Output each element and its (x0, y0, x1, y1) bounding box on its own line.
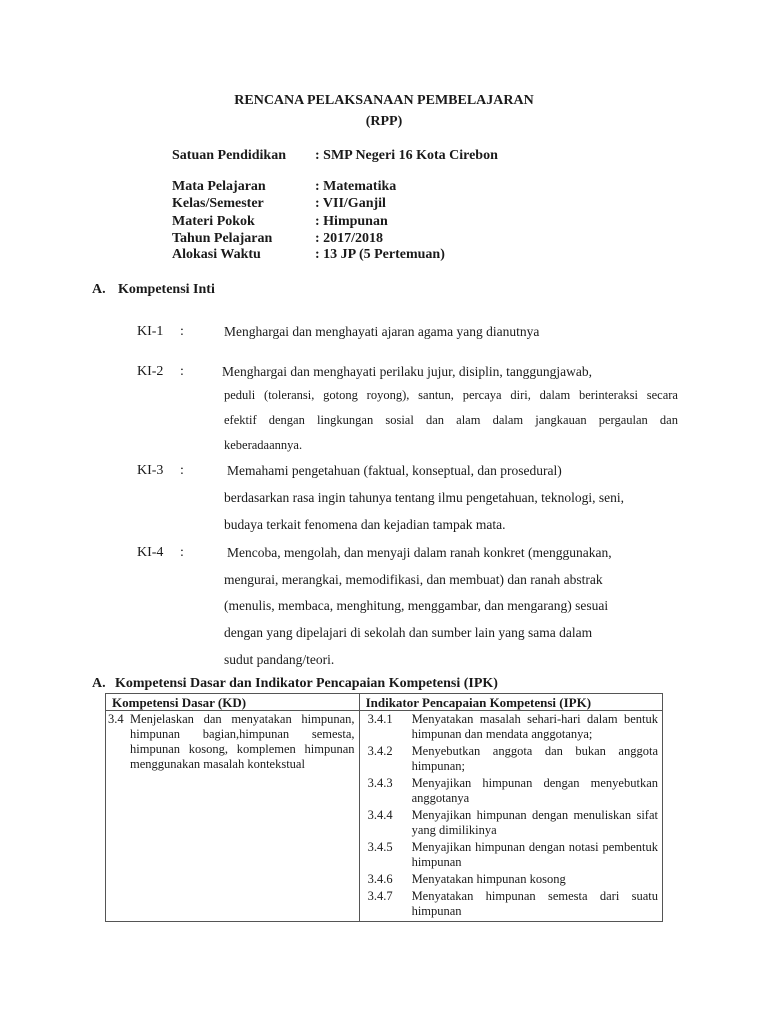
identity-label: Tahun Pelajaran (172, 231, 273, 246)
ki-text-line: sudut pandang/teori. (224, 652, 335, 667)
ipk-number: 3.4.7 (367, 889, 393, 903)
ipk-number: 3.4.3 (367, 776, 393, 790)
ipk-text: Menyatakan himpunan semesta dari suatu himpunan (411, 889, 658, 918)
ipk-text: Menyajikan himpunan dengan menyebutkan anggotanya (411, 776, 658, 805)
section-a-heading: Kompetensi Inti (118, 282, 215, 297)
ipk-item (360, 776, 658, 806)
ipk-number: 3.4.1 (367, 712, 393, 726)
kd-number: 3.4 (108, 712, 124, 726)
ki-colon: : (180, 364, 184, 379)
ki-text-line: Menghargai dan menghayati ajaran agama yang dianutnya (224, 324, 540, 339)
kd-text: Menjelaskan dan menyatakan himpunan, himpunan bagian,himpunan semesta, himpunan kosong, komplemen himpunan menggunakan masalah kontekstual (130, 712, 355, 771)
ki-text-line: peduli (toleransi, gotong royong), santun, percaya diri, dalam berinteraksi secara (224, 388, 678, 402)
ki-text-line: Memahami pengetahuan (faktual, konseptual, dan prosedural) (227, 463, 562, 478)
ki-code: KI-1 (137, 324, 164, 339)
table-header-row (106, 694, 663, 711)
ipk-item (360, 808, 658, 838)
identity-value: : VII/Ganjil (315, 196, 386, 211)
ki-colon: : (180, 545, 184, 560)
ki-code: KI-4 (137, 545, 164, 560)
ki-text-line: keberadaannya. (224, 438, 303, 452)
ipk-number: 3.4.5 (367, 840, 393, 854)
identity-label: Alokasi Waktu (172, 247, 261, 262)
ki-text-line: Menghargai dan menghayati perilaku jujur, disiplin, tanggungjawab, (222, 364, 592, 379)
ki-text-line: efektif dengan lingkungan sosial dan alam dalam jangkauan pergaulan dan (224, 413, 678, 427)
section-a-letter: A. (92, 282, 106, 297)
ipk-number: 3.4.2 (367, 744, 393, 758)
identity-value: : Himpunan (315, 214, 388, 229)
ki-text-line: berdasarkan rasa ingin tahunya tentang ilmu pengetahuan, teknologi, seni, (224, 490, 625, 505)
ki-text-line: mengurai, merangkai, memodifikasi, dan membuat) dan ranah abstrak (224, 572, 603, 587)
column-header-kd: Kompetensi Dasar (KD) (106, 694, 360, 711)
ipk-item (360, 712, 658, 742)
ipk-text: Menyajikan himpunan dengan menuliskan sifat yang dimilikinya (411, 808, 658, 837)
document-subtitle: (RPP) (365, 114, 403, 129)
ipk-text: Menyajikan himpunan dengan notasi pembentuk himpunan (411, 840, 658, 869)
ipk-number: 3.4.6 (367, 872, 393, 886)
ki-text-line: (menulis, membaca, menghitung, menggambar, dan mengarang) sesuai (224, 598, 609, 613)
identity-label: Satuan Pendidikan (172, 148, 286, 163)
ki-colon: : (180, 324, 184, 339)
ki-text-line: dengan yang dipelajari di sekolah dan sumber lain yang sama dalam (224, 625, 593, 640)
identity-value: : Matematika (315, 179, 397, 194)
ipk-text: Menyebutkan anggota dan bukan anggota himpunan; (411, 744, 658, 773)
identity-label: Mata Pelajaran (172, 179, 266, 194)
identity-label: Kelas/Semester (172, 196, 264, 211)
document-title: RENCANA PELAKSANAAN PEMBELAJARAN (234, 93, 534, 108)
identity-value: : 2017/2018 (315, 231, 384, 246)
ipk-cell (359, 711, 662, 922)
ipk-item (360, 872, 658, 887)
kd-ipk-table (105, 693, 663, 922)
ipk-text: Menyatakan himpunan kosong (411, 872, 566, 886)
ki-code: KI-2 (137, 364, 164, 379)
table-row (106, 711, 663, 922)
section-b-letter: A. (92, 676, 106, 691)
ki-text-line: budaya terkait fenomena dan kejadian tampak mata. (224, 517, 506, 532)
identity-label: Materi Pokok (172, 214, 255, 229)
kd-cell (106, 711, 360, 922)
ipk-text: Menyatakan masalah sehari-hari dalam bentuk himpunan dan mendata anggotanya; (411, 712, 658, 741)
ipk-number: 3.4.4 (367, 808, 393, 822)
ki-colon: : (180, 463, 184, 478)
section-b-heading: Kompetensi Dasar dan Indikator Pencapaian Kompetensi (IPK) (115, 676, 498, 691)
identity-value: : SMP Negeri 16 Kota Cirebon (315, 148, 498, 163)
column-header-ipk: Indikator Pencapaian Kompetensi (IPK) (359, 694, 662, 711)
ki-code: KI-3 (137, 463, 164, 478)
ipk-item (360, 840, 658, 870)
identity-value: : 13 JP (5 Pertemuan) (315, 247, 445, 262)
ki-text-line: Mencoba, mengolah, dan menyaji dalam ranah konkret (menggunakan, (227, 545, 612, 560)
ipk-item (360, 744, 658, 774)
ipk-item (360, 889, 658, 919)
